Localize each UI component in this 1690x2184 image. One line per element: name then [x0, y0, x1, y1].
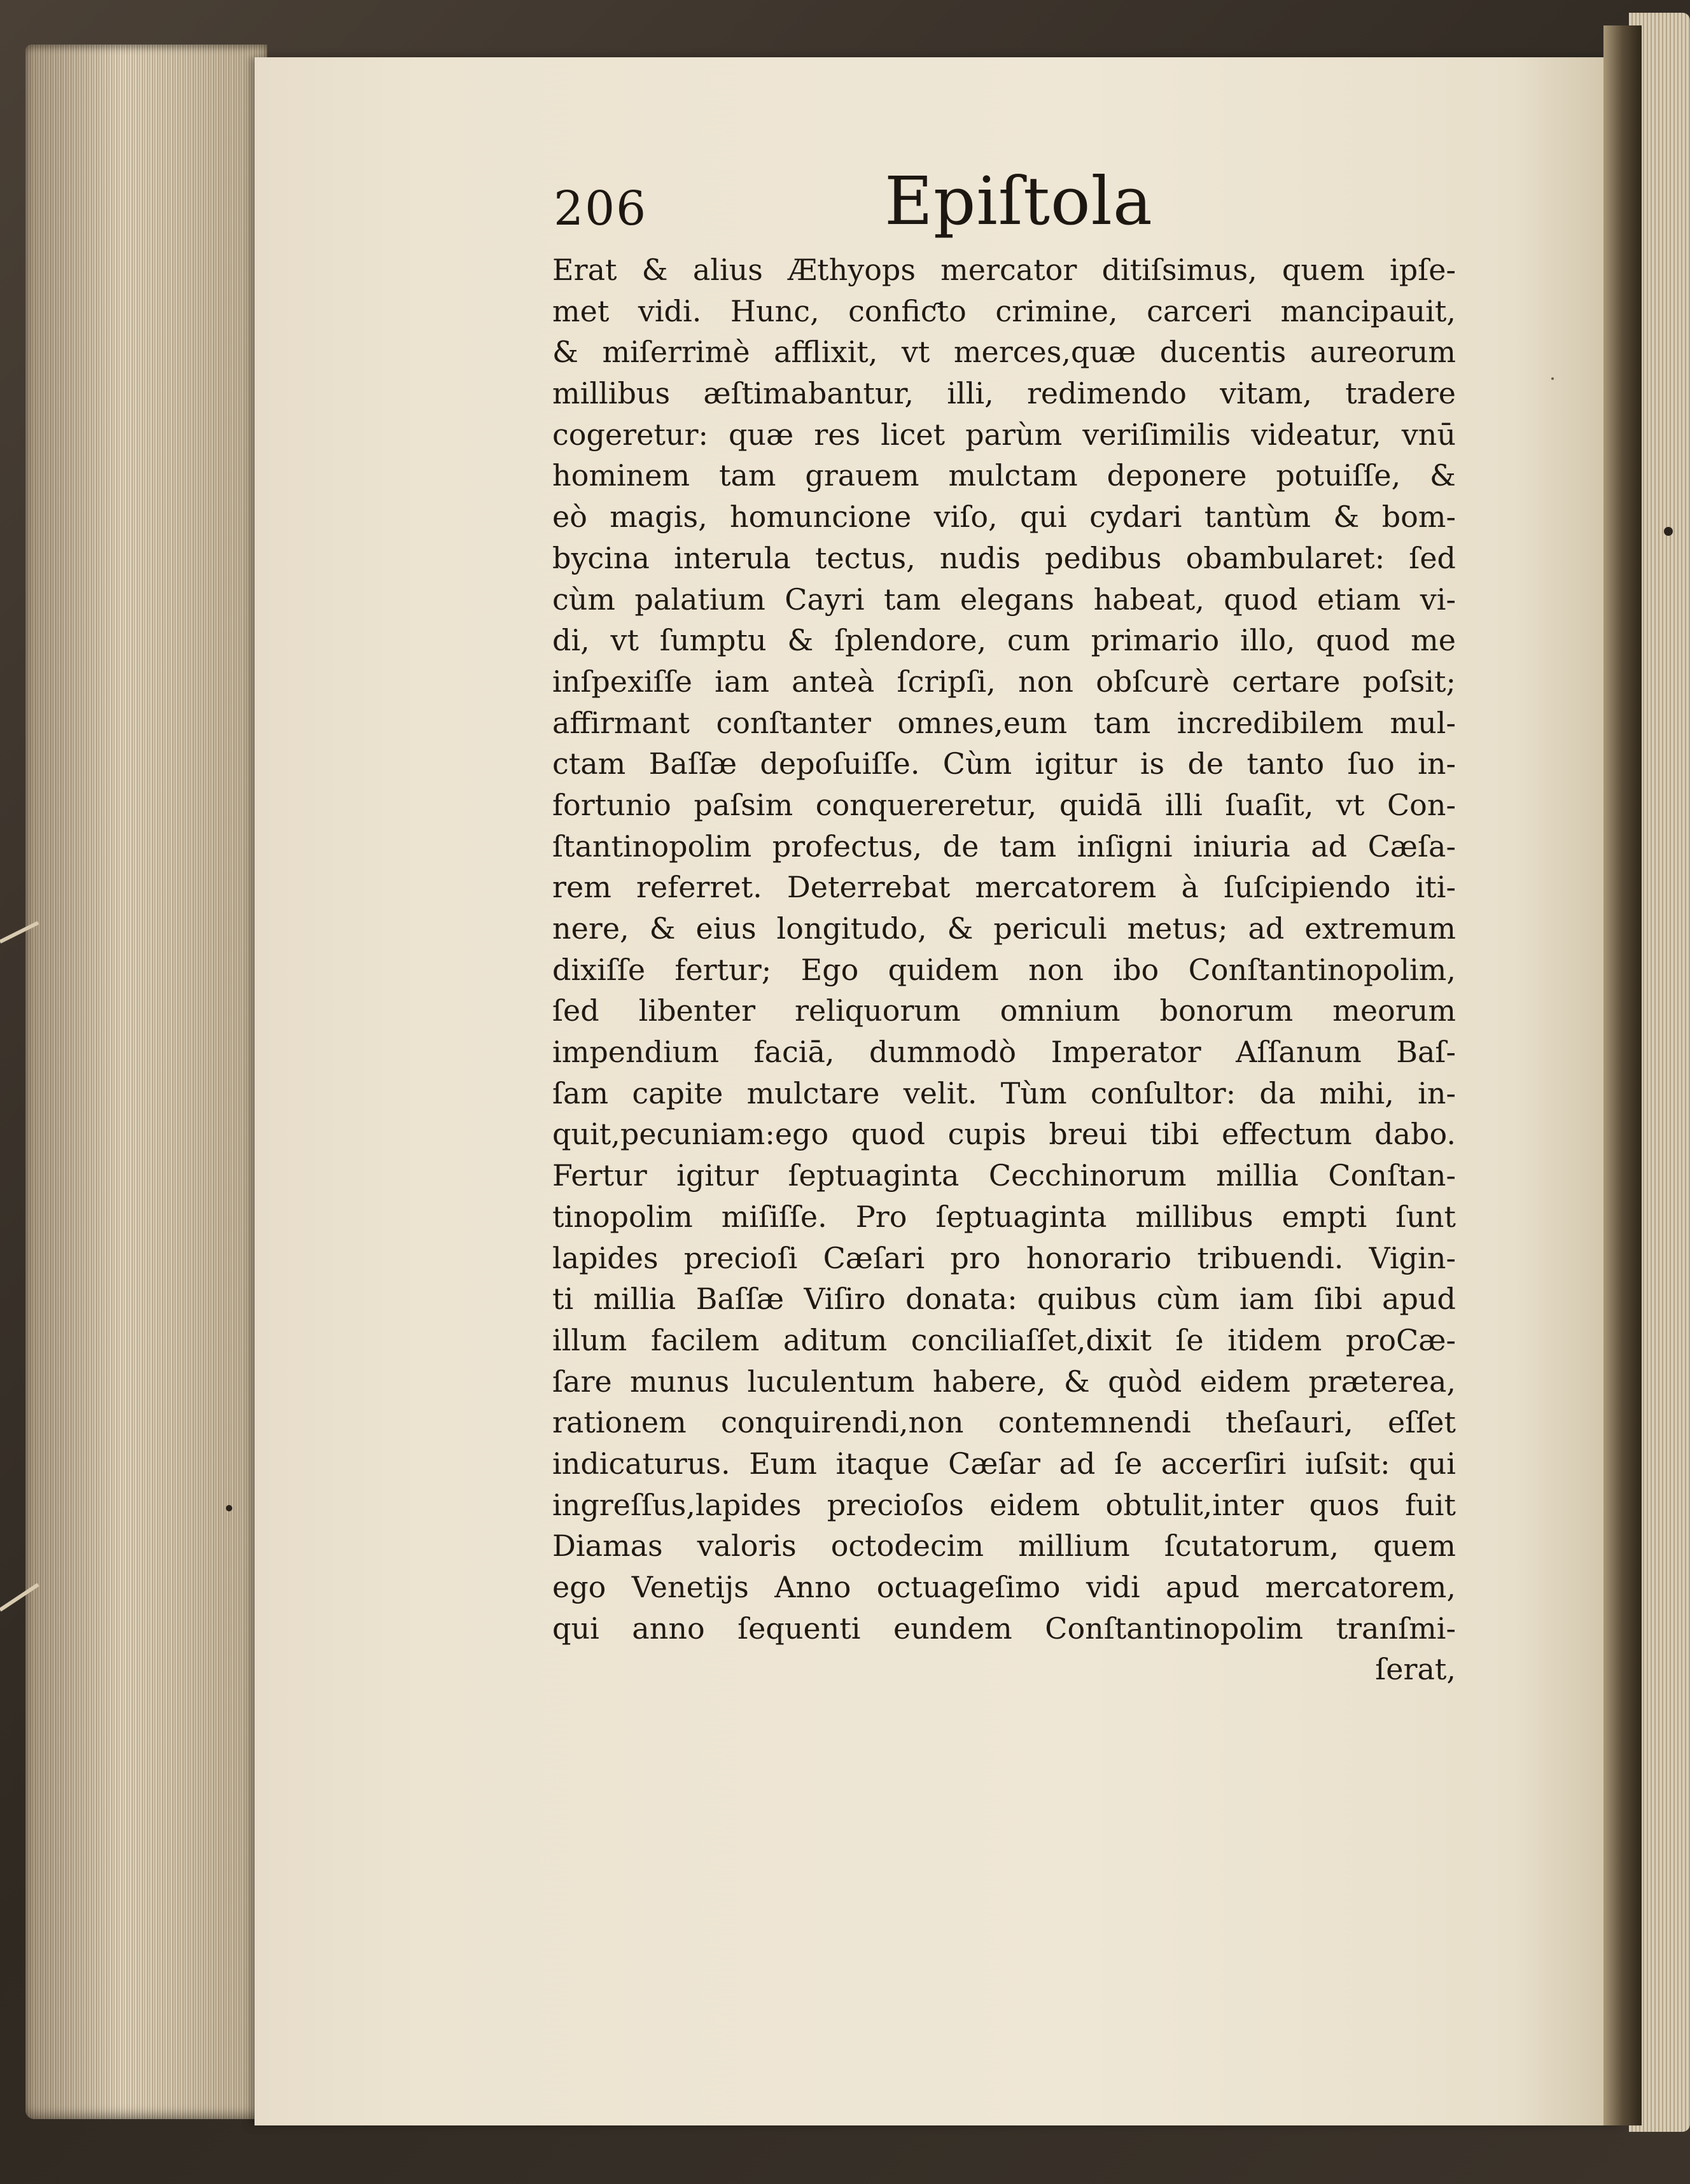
text-line: rationem conquirendi,non contemnendi theſauri, eſſet: [552, 1405, 1456, 1440]
text-line: & miſerrimè afflixit, vt merces,quæ ducentis aureorum: [552, 335, 1456, 370]
text-line: impendium faciā, dummodò Imperator Aſſanum Baſ-: [552, 1035, 1456, 1070]
text-line: inſpexiſſe iam anteà ſcripſi, non obſcurè certare poſsit;: [552, 664, 1456, 699]
text-line: lapides precioſi Cæſari pro honorario tribuendi. Vigin-: [552, 1240, 1456, 1275]
text-line-catchword: ſerat,: [1375, 1652, 1456, 1687]
text-line: ſare munus luculentum habere, & quòd eidem præterea,: [552, 1364, 1456, 1399]
text-line: ingreſſus,lapides precioſos eidem obtulit,inter quos fuit: [552, 1487, 1456, 1522]
text-line: ſam capite mulctare velit. Tùm conſultor: da mihi, in-: [552, 1075, 1456, 1110]
page-number: 206: [554, 181, 648, 236]
text-line: dixiſſe fertur; Ego quidem non ibo Conſtantinopolim,: [552, 952, 1456, 987]
text-line: di, vt ſumptu & ſplendore, cum primario illo, quod me: [552, 623, 1456, 658]
text-line: nere, & eius longitudo, & periculi metus; ad extremum: [552, 911, 1456, 946]
text-line: fortunio paſsim conquereretur, quidā illi ſuaſit, vt Con-: [552, 787, 1456, 822]
body-text: [552, 249, 1456, 1690]
book-gutter: [1603, 25, 1642, 2125]
text-line: met vidi. Hunc, confiƈto crimine, carceri mancipauit,: [552, 293, 1456, 328]
text-line: illum facilem aditum conciliaſſet,dixit ſe itidem proCæ-: [552, 1322, 1456, 1357]
text-line: hominem tam grauem mulctam deponere potuiſſe, &: [552, 458, 1456, 493]
text-line: quit,pecuniam:ego quod cupis breui tibi effectum dabo.: [552, 1117, 1456, 1152]
text-line: cogeretur: quæ res licet parùm veriſimilis videatur, vnū: [552, 417, 1456, 452]
text-line: ſtantinopolim profectus, de tam inſigni iniuria ad Cæſa-: [552, 829, 1456, 864]
page-header: [554, 162, 1457, 251]
text-line: rem referret. Deterrebat mercatorem à ſuſcipiendo iti-: [552, 870, 1456, 905]
text-line: ti millia Baſſæ Viſiro donata: quibus cùm iam ſibi apud: [552, 1282, 1456, 1317]
text-line: eò magis, homuncione viſo, qui cydari tantùm & bom-: [552, 500, 1456, 535]
text-line: millibus æſtimabantur, illi, redimendo vitam, tradere: [552, 376, 1456, 411]
text-line: qui anno ſequenti eundem Conſtantinopolim tranſmi-: [552, 1611, 1456, 1646]
text-line: bycina interula tectus, nudis pedibus obambularet: ſed: [552, 540, 1456, 575]
text-line: ſed libenter reliquorum omnium bonorum meorum: [552, 993, 1456, 1028]
text-line: Fertur igitur ſeptuaginta Cecchinorum millia Conſtan-: [552, 1158, 1456, 1193]
running-title: Epiſtola: [884, 162, 1153, 240]
text-line: affirmant conſtanter omnes,eum tam incredibilem mul-: [552, 705, 1456, 740]
text-line: Diamas valoris octodecim millium ſcutatorum, quem: [552, 1529, 1456, 1564]
text-line: tinopolim miſiſſe. Pro ſeptuaginta millibus empti ſunt: [552, 1199, 1456, 1234]
text-line: cùm palatium Cayri tam elegans habeat, quod etiam vi-: [552, 582, 1456, 617]
page-edges-shade: [25, 45, 267, 2119]
text-line: ctam Baſſæ depoſuiſſe. Cùm igitur is de tanto ſuo in-: [552, 746, 1456, 781]
text-line: Erat & alius Æthyops mercator ditiſsimus, quem ipſe-: [552, 253, 1456, 287]
text-line: ego Venetijs Anno octuageſimo vidi apud mercatorem,: [552, 1570, 1456, 1604]
text-line: indicaturus. Eum itaque Cæſar ad ſe accerſiri iuſsit: qui: [552, 1446, 1456, 1481]
